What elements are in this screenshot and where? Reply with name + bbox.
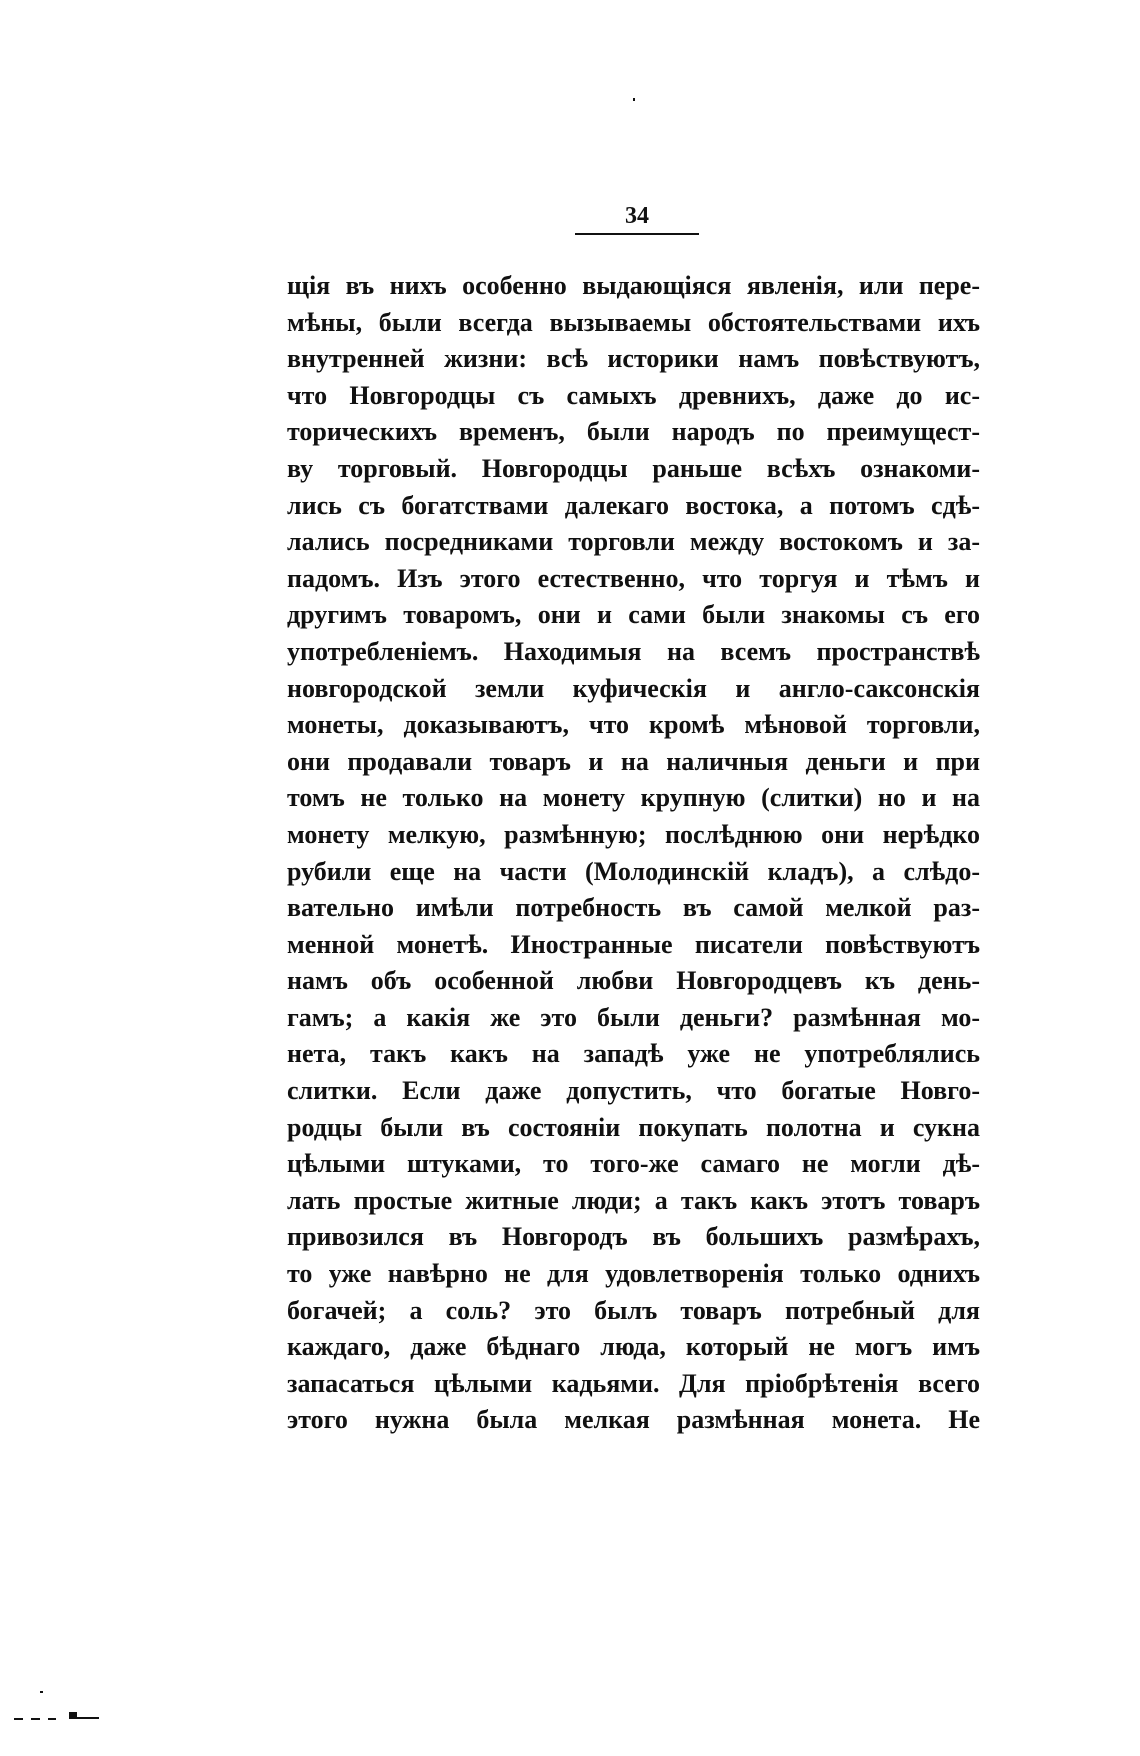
text-line: монету мелкую, размѣнную; послѣднюю они нерѣдко <box>287 819 980 849</box>
text-line: родцы были въ состояніи покупать полотна и сукна <box>287 1112 980 1142</box>
text-line: гамъ; а какія же это были деньги? размѣнная мо- <box>287 1002 980 1032</box>
text-line: щія въ нихъ особенно выдающіяся явленія, или пере- <box>287 271 980 300</box>
body-text <box>287 268 980 1439</box>
text-line: слитки. Если даже допустить, что богатые Новго- <box>287 1076 980 1106</box>
text-line: цѣлыми штуками, то того-же самаго не могли дѣ- <box>287 1149 980 1179</box>
text-line: томъ не только на монету крупную (слитки) но и на <box>287 783 980 813</box>
text-line: ву торговый. Новгородцы раньше всѣхъ ознакоми- <box>287 453 980 483</box>
text-line: запасаться цѣлыми кадьями. Для пріобрѣтенія всего <box>287 1368 980 1398</box>
scan-mark <box>48 1718 56 1720</box>
text-line: каждаго, даже бѣднаго люда, который не могъ имъ <box>287 1332 980 1362</box>
scan-mark <box>31 1718 40 1720</box>
text-line: этого нужна была мелкая размѣнная монета. Не <box>287 1405 980 1435</box>
page-number: 34 <box>625 203 649 229</box>
page-number-rule <box>575 233 699 235</box>
text-line: привозился въ Новгородъ въ большихъ размѣрахъ, <box>287 1222 980 1252</box>
text-line: лались посредниками торговли между востокомъ и за- <box>287 527 980 557</box>
text-line: что Новгородцы съ самыхъ древнихъ, даже до ис- <box>287 380 980 410</box>
scan-mark <box>77 1717 99 1719</box>
scan-speck <box>40 1691 43 1693</box>
text-line: они продавали товаръ и на наличныя деньги и при <box>287 746 980 776</box>
text-line: торическихъ временъ, были народъ по преимущест- <box>287 417 980 447</box>
text-line: менной монетѣ. Иностранные писатели повѣствуютъ <box>287 929 980 959</box>
text-line: богачей; а соль? это былъ товаръ потребный для <box>287 1295 980 1325</box>
text-line: рубили еще на части (Молодинскій кладъ), а слѣдо- <box>287 856 980 886</box>
text-line: вательно имѣли потребность въ самой мелкой раз- <box>287 893 980 923</box>
text-line: то уже навѣрно не для удовлетворенія только однихъ <box>287 1259 980 1289</box>
text-line: падомъ. Изъ этого естественно, что торгуя и тѣмъ и <box>287 563 980 593</box>
text-line: новгородской земли куфическія и англо-саксонскія <box>287 673 980 703</box>
scan-speck <box>633 98 635 101</box>
text-line: намъ объ особенной любви Новгородцевъ къ день- <box>287 966 980 996</box>
text-line: монеты, доказываютъ, что кромѣ мѣновой торговли, <box>287 710 980 740</box>
text-line: употребленіемъ. Находимыя на всемъ пространствѣ <box>287 636 980 666</box>
text-line: лать простые житные люди; а такъ какъ этотъ товаръ <box>287 1185 980 1215</box>
text-line: мѣны, были всегда вызываемы обстоятельствами ихъ <box>287 307 980 337</box>
text-line: лись съ богатствами далекаго востока, а потомъ сдѣ- <box>287 490 980 520</box>
scan-mark <box>14 1718 23 1720</box>
text-line: другимъ товаромъ, они и сами были знакомы съ его <box>287 600 980 630</box>
text-line: внутренней жизни: всѣ историки намъ повѣствуютъ, <box>287 344 980 374</box>
text-line: нета, такъ какъ на западѣ уже не употреблялись <box>287 1039 980 1069</box>
scan-mark <box>69 1712 77 1719</box>
